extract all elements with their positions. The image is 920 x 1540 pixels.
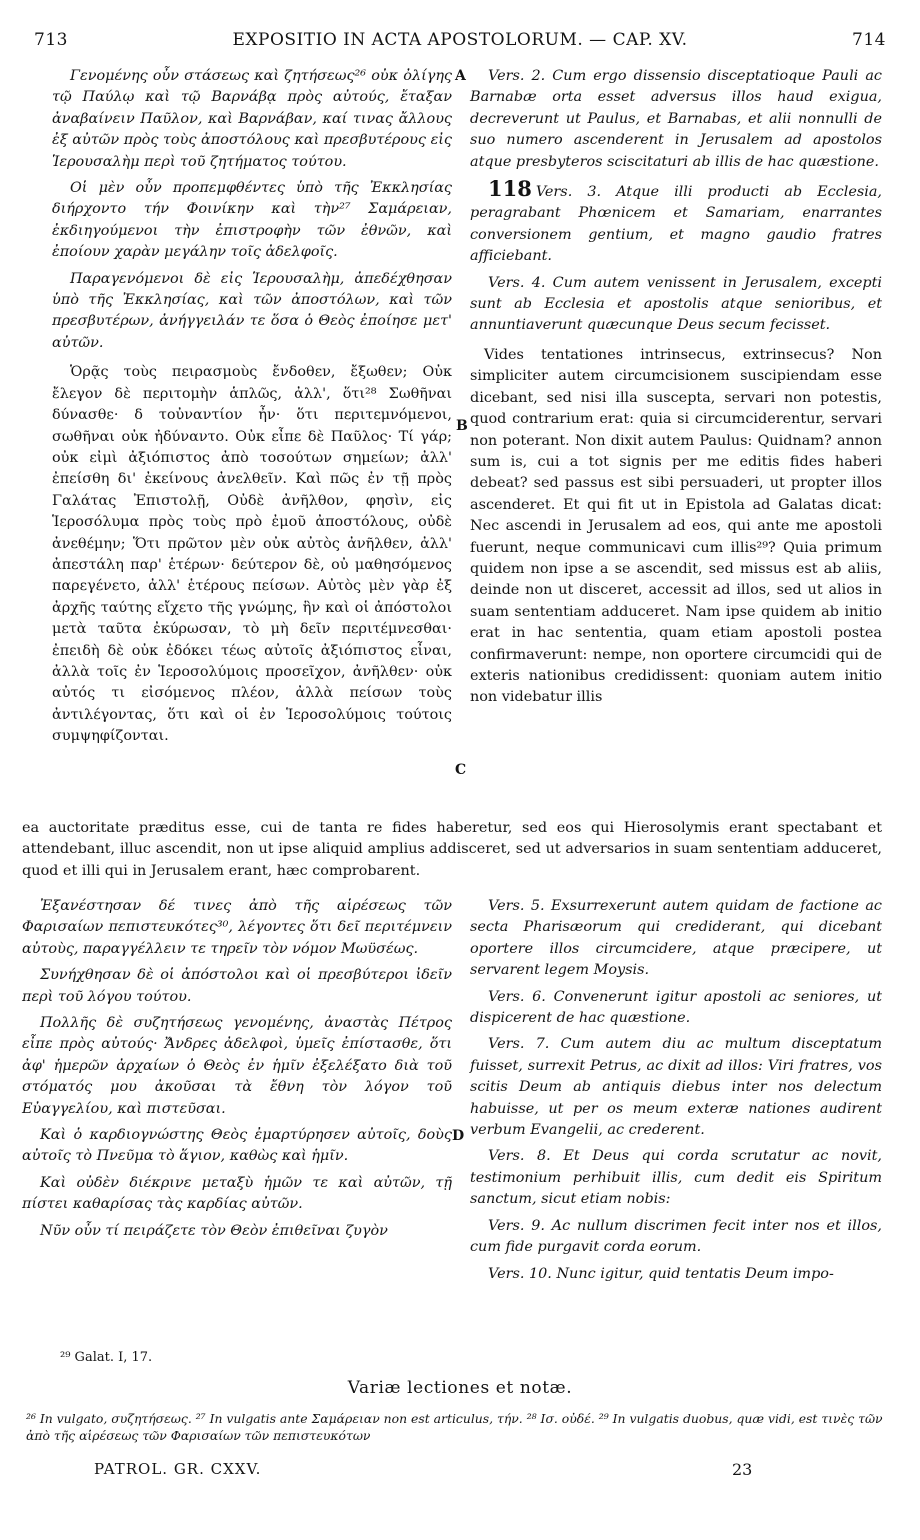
margin-letter-a: A xyxy=(455,68,466,84)
greek-verse-7: Πολλῆς δὲ συζητήσεως γενομένης, ἀναστὰς Πέτρος εἶπε πρὸς αὐτούς· Ἄνδρες ἀδελφοὶ, ὑμεῖς ἐπίστασθε, ὅτι ἀφ' ἡμερῶν ἀρχαίων ὁ Θεὸς ἐν ἡμῖν ἐξελέξατο διὰ τοῦ στόματός μου ἀκοῦσαι τὰ ἔθνη τὸν λόγον τοῦ Εὐαγγελίου, καὶ πιστεῦσαι. xyxy=(22,1015,452,1117)
latin-verse-10: Vers. 10. Nunc igitur, quid tentatis Deum impo- xyxy=(488,1265,834,1282)
margin-letter-d: D xyxy=(452,1128,465,1144)
greek-text-bottom xyxy=(22,896,452,1247)
variae-lectiones-text: ²⁶ In vulgato, συζητήσεως. ²⁷ In vulgatis ante Σαμάρειαν non est articulus, τήν. ²⁸ Ισ. οὐδέ. ²⁹ In vulgatis duobus, quæ vidi, est τινὲς τῶν ἀπὸ τῆς αἱρέσεως τῶν Φαρισαίων τῶν πεπιστευκότων xyxy=(26,1411,883,1443)
patrologia-volume: PATROL. GR. CXXV. xyxy=(94,1460,262,1478)
latin-text-top xyxy=(470,66,882,714)
greek-commentary: Ὁρᾷς τοὺς πειρασμοὺς ἔνδοθεν, ἔξωθεν; Οὐκ ἔλεγον δὲ περιτομὴν ἁπλῶς, ἀλλ', ὅτι²⁸ Σωθῆναι δύνασθε· δ τοὐναντίον ἦν· ὅτι περιτεμνόμενοι, σωθῆναι οὐκ ἠδύναντο. Οὐκ εἶπε δὲ Παῦλος· Τί γάρ; οὐκ εἰμὶ ἀξιόπιστος ἀπὸ τοσούτων σημείων; ἀλλ' ἐπείσθη δι' ἐκείνους ἀνελθεῖν. Καὶ πῶς ἐν τῇ πρὸς Γαλάτας Ἐπιστολῇ, Οὐδὲ ἀνῆλθον, φησὶν, εἰς Ἱεροσόλυμα πρὸς τοὺς πρὸ ἐμοῦ ἀποστόλους, οὐδὲ ἀνεθέμην; Ὅτι πρῶτον μὲν οὐκ αὐτὸς ἀνῆλθεν, ἀλλ' ἀπεστάλη παρ' ἑτέρων· δεύτερον δὲ, οὐ μαθησόμενος παρεγένετο, ἀλλ' ἑτέρους πείσων. Αὐτὸς μὲν γὰρ ἐξ ἀρχῆς ταύτης εἴχετο τῆς γνώμης, ἣν καὶ οἱ ἀπόστολοι μετὰ ταῦτα ἐκύρωσαν, τὸ μὴ δεῖν περιτέμνεσθαι· ἐπειδὴ δὲ οὐκ ἐδόκει τέως αὐτοῖς ἀξιόπιστος εἶναι, ἀλλὰ τοῖς ἐν Ἱεροσολύμοις προσεῖχον, ἀνῆλθεν· οὐκ αὐτός τι εἰσόμενος πλέον, ἀλλὰ πείσων τοὺς ἀντιλέγοντας, ὅτι καὶ οἱ ἐν Ἱεροσολύμοις τούτοις συμψηφίζονται. xyxy=(52,364,452,745)
page-number-left: 713 xyxy=(34,30,68,50)
greek-verse-6: Συνήχθησαν δὲ οἱ ἀπόστολοι καὶ οἱ πρεσβύτεροι ἰδεῖν περὶ τοῦ λόγου τούτου. xyxy=(22,967,452,1005)
latin-text-bottom xyxy=(470,896,882,1290)
latin-commentary-continuation: ea auctoritate præditus esse, cui de tanta re fides haberetur, sed eos qui Hierosolymis erant spectabant et attendebant, illuc ascendit, non ut ipse aliquid amplius addisceret, sed ut adversarios in suam sententiam adduceret, quod et illi qui in Jerusalem erant, hæc comprobarent. xyxy=(22,820,882,879)
footnote: ²⁹ Galat. I, 17. xyxy=(60,1350,153,1365)
latin-verse-9: Vers. 9. Ac nullum discrimen fecit inter nos et illos, cum fide purgavit corda eorum. xyxy=(470,1217,882,1256)
running-title: EXPOSITIO IN ACTA APOSTOLORUM. — CAP. XV. xyxy=(232,30,688,50)
greek-verse-10: Νῦν οὖν τί πειράζετε τὸν Θεὸν ἐπιθεῖναι ζυγὸν xyxy=(40,1222,388,1239)
greek-text-top xyxy=(52,66,452,753)
latin-verse-7: Vers. 7. Cum autem diu ac multum disceptatum fuisset, surrexit Petrus, ac dixit ad illos: Viri fratres, vos scitis Deum ab antiquis diebus inter nos delectum habuisse, ut per os meum exteræ nationes audirent verbum Evangelii, ac crederent. xyxy=(470,1036,882,1139)
running-header xyxy=(34,30,886,56)
greek-verse-2: Γενομένης οὖν στάσεως καὶ ζητήσεως²⁶ οὐκ ὀλίγης τῷ Παύλῳ καὶ τῷ Βαρνάβᾳ πρὸς αὐτούς, ἔταξαν ἀναβαίνειν Παῦλον, καὶ Βαρνάβαν, καί τινας ἄλλους ἐξ αὐτῶν πρὸς τοὺς ἀποστόλους καὶ πρεσβυτέρους εἰς Ἱερουσαλὴμ περὶ τοῦ ζητήματος τούτου. xyxy=(52,68,452,170)
signature-number: 23 xyxy=(732,1460,753,1479)
latin-verse-2: Vers. 2. Cum ergo dissensio disceptatioque Pauli ac Barnabæ orta esset adversus illos haud exigua, decreverunt ut Paulus, et Barnabas, et alii nonnulli de suo numero ascenderent in Jerusalem ad apostolos atque presbyteros sciscitaturi ab illis de hac quæstione. xyxy=(470,68,882,170)
greek-verse-4: Παραγενόμενοι δὲ εἰς Ἱερουσαλὴμ, ἀπεδέχθησαν ὑπὸ τῆς Ἐκκλησίας, καὶ τῶν ἀποστόλων, καὶ τῶν πρεσβυτέρων, ἀνήγγειλάν τε ὅσα ὁ Θεὸς ἐποίησε μετ' αὐτῶν. xyxy=(52,270,452,351)
greek-verse-8: Καὶ ὁ καρδιογνώστης Θεὸς ἐμαρτύρησεν αὐτοῖς, δοὺς αὐτοῖς τὸ Πνεῦμα τὸ ἅγιον, καθὼς καὶ ἡμῖν. xyxy=(22,1127,452,1165)
latin-verse-4: Vers. 4. Cum autem venissent in Jerusalem, excepti sunt ab Ecclesia et apostolis atque senioribus, et annuntiaverunt quæcunque Deus secum fecisset. xyxy=(470,274,882,334)
margin-letter-b: B xyxy=(456,418,468,434)
latin-verse-3 xyxy=(470,178,882,268)
greek-verse-5: Ἐξανέστησαν δέ τινες ἀπὸ τῆς αἱρέσεως τῶν Φαρισαίων πεπιστευκότες³⁰, λέγοντες ὅτι δεῖ περιτέμνειν αὐτοὺς, παραγγέλλειν τε τηρεῖν τὸν νόμον Μωϋσέως. xyxy=(22,898,452,957)
latin-verse-5: Vers. 5. Exsurrexerunt autem quidam de factione ac secta Pharisæorum qui crediderant, qui dicebant oportere illos circumcidere, atque præcipere, ut servarent legem Moysis. xyxy=(470,898,882,979)
column-number: 118 xyxy=(488,176,532,202)
variae-lectiones-title: Variæ lectiones et notæ. xyxy=(347,1378,573,1398)
greek-verse-9: Καὶ οὐδὲν διέκρινε μεταξὺ ἡμῶν τε καὶ αὐτῶν, τῇ πίστει καθαρίσας τὰς καρδίας αὐτῶν. xyxy=(22,1174,452,1213)
margin-letter-c: C xyxy=(455,762,467,778)
latin-verse-6: Vers. 6. Convenerunt igitur apostoli ac seniores, ut dispicerent de hac quæstione. xyxy=(470,988,882,1027)
greek-verse-3: Οἱ μὲν οὖν προπεμφθέντες ὑπὸ τῆς Ἐκκλησίας διήρχοντο τήν Φοινίκην καὶ τὴν²⁷ Σαμάρειαν, ἐκδιηγούμενοι τὴν ἐπιστροφὴν τῶν ἐθνῶν, καὶ ἐποίουν χαρὰν μεγάλην τοῖς ἀδελφοῖς. xyxy=(52,180,452,261)
latin-verse-3-text: Vers. 3. Atque illi producti ab Ecclesia, peragrabant Phœnicem et Samariam, enarrantes conversionem gentium, et magno gaudio fratres afficiebant. xyxy=(470,184,882,265)
latin-commentary: Vides tentationes intrinsecus, extrinsecus? Non simpliciter autem circumcisionem suscipiendam esse dicebant, sed nisi illa suscepta, servari non potestis, quod contrarium erat: quia si circumciderentur, servari non poterant. Non dixit autem Paulus: Quidnam? annon sum is, cui a tot signis per me editis fides haberi debeat? sed passus est sibi persuaderi, ut propter illos ascenderet. Et qui fit ut in Epistola ad Galatas dicat: Nec ascendi in Jerusalem ad eos, qui ante me apostoli fuerunt, neque communicavi cum illis²⁹? Quia primum quidem non ipse a se ascendit, sed missus est ab aliis, deinde non ut disceret, accessit ad illos, sed ut alios in suam sententiam adduceret. Nam ipse quidem ab initio erat in hac sententia, quam etiam apostoli postea confirmaverunt: nempe, non oportere circumcidi qui de exteris nationibus credidissent: quoniam autem initio non videbatur illis xyxy=(470,346,882,706)
page-number-right: 714 xyxy=(852,30,886,50)
latin-verse-8: Vers. 8. Et Deus qui corda scrutatur ac novit, testimonium perhibuit illis, cum dedit eis Spiritum sanctum, sicut etiam nobis: xyxy=(470,1148,882,1208)
